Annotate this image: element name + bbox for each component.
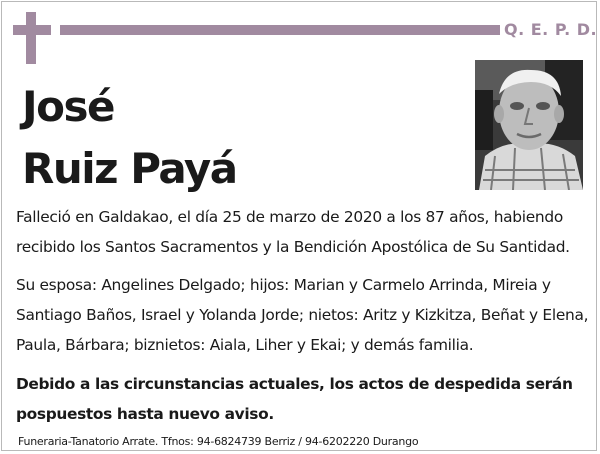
deceased-first-name: José [22,82,114,131]
obituary-card [1,1,597,451]
cross-icon [26,12,36,64]
cross-icon-bar [13,25,51,35]
qepd-label: Q. E. P. D. [504,20,598,39]
death-notice-text: Falleció en Galdakao, el día 25 de marzo de 2020 a los 87 años, habiendo recibido los Santos Sacramentos y la Bendición Apostólica de Su Santidad. [16,208,570,256]
deceased-photo [475,60,583,190]
deceased-surname: Ruiz Payá [22,144,237,193]
header-divider [60,25,500,35]
family-text: Su esposa: Angelines Delgado; hijos: Marian y Carmelo Arrinda, Mireia y Santiago Baños, Israel y Yolanda Jorde; nietos: Aritz y Kizkitza, Beñat y Elena, Paula, Bárbara; biznietos: Aiala, Liher y Ekai; y demás familia. [16,276,589,354]
farewell-notice-text: Debido a las circunstancias actuales, los actos de despedida serán pospuestos hasta nuevo aviso. [16,375,573,423]
funeral-home-footer: Funeraria-Tanatorio Arrate. Tfnos: 94-6824739 Berriz / 94-6202220 Durango [18,435,419,448]
